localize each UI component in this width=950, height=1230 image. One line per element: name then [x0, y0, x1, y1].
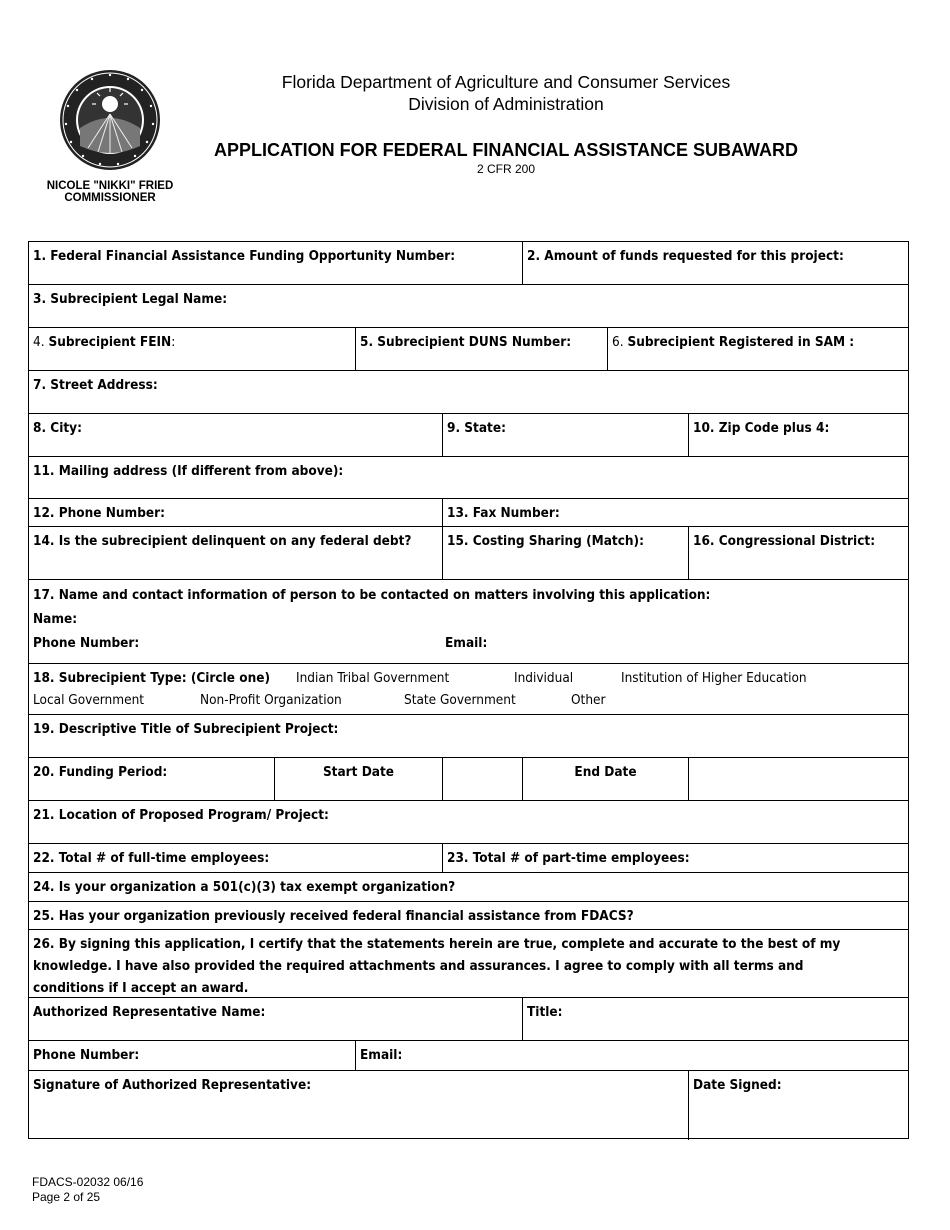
- field-label: 8. City:: [33, 420, 82, 436]
- amount-requested-field[interactable]: [522, 242, 908, 284]
- legal-name-field[interactable]: [29, 285, 908, 327]
- field-label: 13. Fax Number:: [447, 505, 560, 521]
- state-field[interactable]: [442, 414, 688, 456]
- field-label: 3. Subrecipient Legal Name:: [33, 291, 228, 307]
- field-label: End Date: [574, 764, 637, 780]
- authorized-rep-title-field[interactable]: [522, 998, 908, 1040]
- contact-name-field[interactable]: Name:: [33, 611, 78, 627]
- form-row-5: [29, 414, 908, 457]
- field-label: Title:: [527, 1004, 563, 1020]
- department-seal: [58, 68, 162, 172]
- authorized-rep-name-field[interactable]: [29, 998, 522, 1040]
- page-number: Page 2 of 25: [32, 1190, 101, 1204]
- phone-number-field[interactable]: [29, 499, 442, 526]
- type-option[interactable]: Non-Profit Organization: [200, 692, 342, 708]
- fax-number-field[interactable]: [442, 499, 908, 526]
- tax-exempt-field[interactable]: [29, 873, 908, 901]
- street-address-field[interactable]: [29, 371, 908, 413]
- zip-code-field[interactable]: [688, 414, 908, 456]
- project-location-field[interactable]: [29, 801, 908, 843]
- form-row-15: [29, 873, 908, 902]
- form-row-7: [29, 499, 908, 527]
- field-label: 22. Total # of full-time employees:: [33, 850, 270, 866]
- form-row-14: [29, 844, 908, 873]
- form-row-19: [29, 1041, 908, 1071]
- field-label: 24. Is your organization a 501(c)(3) tax exempt organization?: [33, 879, 456, 895]
- form-row-13: [29, 801, 908, 844]
- federal-debt-field[interactable]: [29, 527, 442, 579]
- field-label: 11. Mailing address (If different from above):: [33, 463, 344, 479]
- authorized-rep-email-field[interactable]: [355, 1041, 908, 1070]
- field-label: 20. Funding Period:: [33, 764, 168, 780]
- form-row-6: [29, 457, 908, 499]
- type-option[interactable]: State Government: [404, 692, 516, 708]
- type-option[interactable]: Institution of Higher Education: [621, 670, 807, 686]
- end-date-label: [522, 758, 688, 800]
- field-label: 15. Costing Sharing (Match):: [447, 533, 644, 549]
- field-label: Authorized Representative Name:: [33, 1004, 266, 1020]
- form-id: FDACS-02032 06/16: [32, 1175, 144, 1189]
- commissioner-block: [30, 180, 190, 204]
- form-title: APPLICATION FOR FEDERAL FINANCIAL ASSISTANCE SUBAWARD: [213, 140, 798, 160]
- start-date-label: [274, 758, 442, 800]
- form-row-12: [29, 758, 908, 801]
- congressional-district-field[interactable]: [688, 527, 908, 579]
- field-label: 14. Is the subrecipient delinquent on any federal debt?: [33, 533, 412, 549]
- type-option[interactable]: Other: [571, 692, 606, 708]
- field-label: Date Signed:: [693, 1077, 782, 1093]
- contact-phone-field[interactable]: Phone Number:: [33, 635, 140, 651]
- start-date-field[interactable]: [442, 758, 522, 800]
- previous-assistance-field[interactable]: [29, 902, 908, 929]
- form-row-3: [29, 328, 908, 371]
- division-name: Division of Administration: [408, 94, 604, 114]
- field-label: Signature of Authorized Representative:: [33, 1077, 312, 1093]
- duns-number-field[interactable]: [355, 328, 607, 370]
- type-option[interactable]: Local Government: [33, 692, 145, 708]
- form-row-20: [29, 1071, 908, 1140]
- field-label: 1. Federal Financial Assistance Funding Opportunity Number:: [33, 248, 456, 264]
- end-date-field[interactable]: [688, 758, 908, 800]
- field-label: Subrecipient Registered in SAM :: [627, 334, 855, 350]
- full-time-employees-field[interactable]: [29, 844, 442, 872]
- field-label: 17. Name and contact information of person to be contacted on matters involving this application:: [33, 587, 711, 603]
- field-label: 9. State:: [447, 420, 506, 436]
- authorized-rep-phone-field[interactable]: [29, 1041, 355, 1070]
- field-label: 18. Subrecipient Type: (Circle one): [33, 670, 271, 686]
- contact-person-section: [29, 580, 908, 663]
- form-row-10: [29, 664, 908, 715]
- field-label: 19. Descriptive Title of Subrecipient Project:: [33, 721, 339, 737]
- mailing-address-field[interactable]: [29, 457, 908, 498]
- contact-email-field[interactable]: Email:: [445, 635, 488, 651]
- funding-opportunity-number-field[interactable]: [29, 242, 522, 284]
- cfr-reference: 2 CFR 200: [476, 162, 536, 176]
- field-label: 25. Has your organization previously received federal financial assistance from FDACS?: [33, 908, 634, 924]
- certification-statement: [29, 930, 908, 997]
- certification-line: conditions if I accept an award.: [33, 980, 249, 996]
- field-label: 16. Congressional District:: [693, 533, 876, 549]
- form-row-11: [29, 715, 908, 758]
- subrecipient-type-section: [29, 664, 908, 714]
- field-label: Subrecipient FEIN: [48, 334, 172, 350]
- field-number: 6.: [612, 334, 628, 350]
- city-field[interactable]: [29, 414, 442, 456]
- field-label: 10. Zip Code plus 4:: [693, 420, 830, 436]
- form-row-8: [29, 527, 908, 580]
- form-row-9: [29, 580, 908, 664]
- field-number: 4.: [33, 334, 49, 350]
- field-label: 21. Location of Proposed Program/ Project:: [33, 807, 329, 823]
- commissioner-title: COMMISSIONER: [64, 192, 156, 204]
- form-row-17: [29, 930, 908, 998]
- form-row-16: [29, 902, 908, 930]
- field-label: 23. Total # of part-time employees:: [447, 850, 690, 866]
- field-colon: :: [171, 334, 176, 350]
- field-label: 2. Amount of funds requested for this project:: [527, 248, 844, 264]
- form-row-1: [29, 242, 908, 285]
- date-signed-field[interactable]: [688, 1071, 908, 1140]
- field-label: Phone Number:: [33, 1047, 140, 1063]
- field-label: Email:: [360, 1047, 403, 1063]
- type-option[interactable]: Indian Tribal Government: [296, 670, 450, 686]
- certification-line: knowledge. I have also provided the required attachments and assurances. I agree to comply with all terms and: [33, 958, 804, 974]
- field-label: 5. Subrecipient DUNS Number:: [360, 334, 572, 350]
- form-row-18: [29, 998, 908, 1041]
- sam-registration-field[interactable]: [607, 328, 908, 370]
- form-row-2: [29, 285, 908, 328]
- certification-line: 26. By signing this application, I certify that the statements herein are true, complete and accurate to the best of my: [33, 936, 841, 952]
- field-label: 12. Phone Number:: [33, 505, 166, 521]
- cost-sharing-field[interactable]: [442, 527, 688, 579]
- type-option[interactable]: Individual: [514, 670, 574, 686]
- field-label: 7. Street Address:: [33, 377, 158, 393]
- signature-field[interactable]: [29, 1071, 688, 1140]
- project-title-field[interactable]: [29, 715, 908, 757]
- funding-period-label: [29, 758, 274, 800]
- field-label: Start Date: [322, 764, 395, 780]
- commissioner-name: NICOLE "NIKKI" FRIED: [46, 180, 174, 192]
- form-row-4: [29, 371, 908, 414]
- part-time-employees-field[interactable]: [442, 844, 908, 872]
- fein-field[interactable]: [29, 328, 355, 370]
- agency-name: Florida Department of Agriculture and Consumer Services: [281, 72, 731, 92]
- application-form: [28, 241, 909, 1139]
